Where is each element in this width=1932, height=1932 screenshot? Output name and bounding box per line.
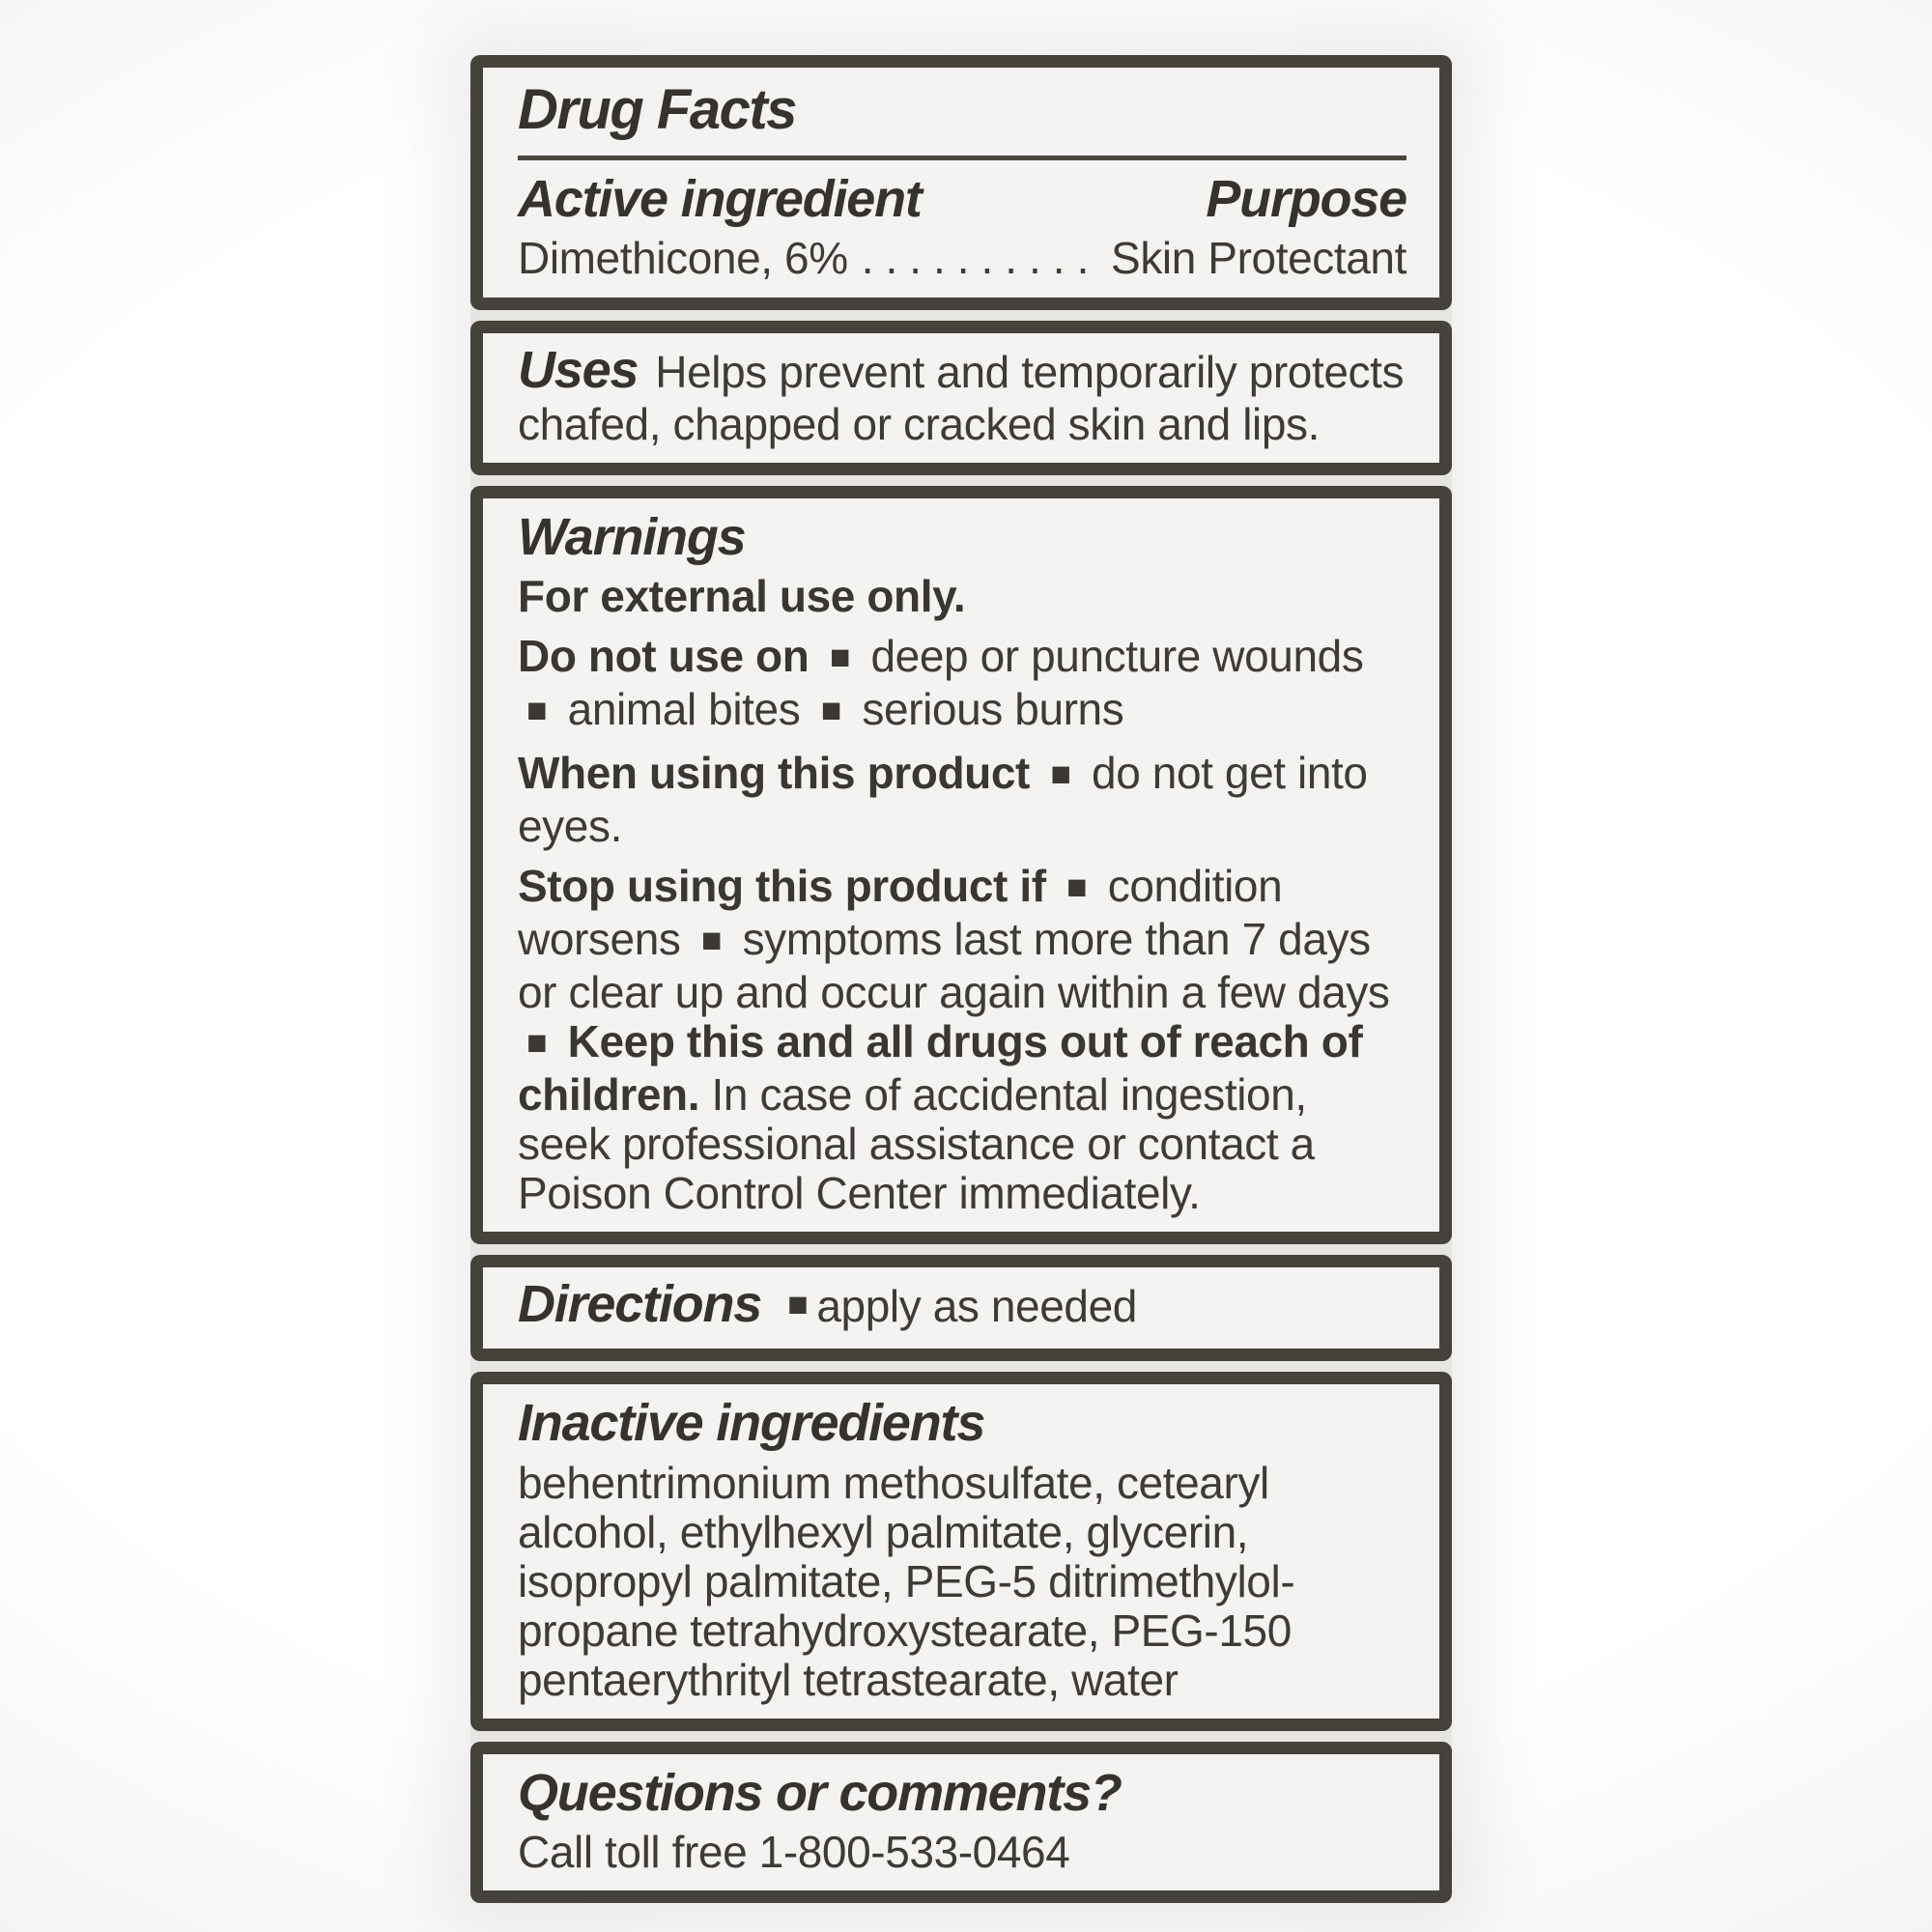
when-using-item: do not get into eyes. [518, 748, 1368, 852]
do-not-use-item: deep or puncture wounds [870, 631, 1364, 682]
uses-text: Helps prevent and temporarily protects chafed, chapped or cracked skin and lips. [518, 347, 1405, 449]
square-bullet-icon: ■ [526, 691, 548, 730]
do-not-use-item: animal bites [567, 684, 801, 735]
directions-heading: Directions [518, 1275, 762, 1334]
directions-item: apply as needed [816, 1281, 1137, 1332]
directions-row [518, 1275, 1406, 1335]
stop-using-paragraph [518, 862, 1406, 1218]
leader-dots: . . . . . . . . . . [861, 233, 1089, 284]
questions-heading: Questions or comments? [518, 1763, 1122, 1822]
warnings-heading: Warnings [518, 507, 746, 566]
stop-using-item: condition worsens [518, 861, 1283, 965]
active-ingredient-heading: Active ingredient [518, 169, 922, 228]
keep-away-warning: Keep this and all drugs out of reach of children. [518, 1016, 1363, 1121]
square-bullet-icon: ■ [1050, 754, 1071, 794]
header-panel [470, 55, 1452, 310]
warnings-panel [470, 486, 1452, 1244]
ingredient-purpose-header-row [518, 170, 1406, 228]
inactive-ingredients-text: behentrimonium methosulfate, cetearyl alcohol, ethylhexyl palmitate, glycerin, isopropyl palmitate, PEG-5 ditrimethylol-propane tetrahydroxystearate, PEG-150 pentaerythrityl tetrastearate, water [518, 1457, 1295, 1705]
square-bullet-icon: ■ [820, 691, 841, 730]
uses-paragraph [518, 341, 1406, 448]
directions-panel [470, 1255, 1452, 1361]
ingestion-text: In case of accidental ingestion, seek professional assistance or contact a Poison Control Center immediately. [518, 1069, 1315, 1219]
uses-panel [470, 321, 1452, 474]
inactive-ingredients-panel [470, 1372, 1452, 1730]
drug-facts-title: Drug Facts [518, 78, 796, 141]
uses-heading: Uses [518, 341, 639, 400]
purpose-value: Skin Protectant [1111, 233, 1406, 284]
square-bullet-icon: ■ [829, 638, 851, 677]
when-using-paragraph [518, 749, 1406, 851]
active-ingredient-row [518, 232, 1406, 284]
square-bullet-icon: ■ [787, 1285, 809, 1324]
title-divider [518, 156, 1406, 160]
square-bullet-icon: ■ [1066, 867, 1088, 907]
when-using-label: When using this product [518, 748, 1030, 799]
ingredient-name: Dimethicone, 6% [518, 233, 848, 284]
external-use-bold: For external use only. [518, 571, 966, 622]
do-not-use-item: serious burns [862, 684, 1124, 735]
stop-using-item: symptoms last more than 7 days or clear up and occur again within a few days [518, 914, 1390, 1018]
square-bullet-icon: ■ [700, 921, 723, 960]
do-not-use-paragraph [518, 632, 1406, 738]
square-bullet-icon: ■ [526, 1023, 548, 1063]
questions-phone: Call toll free 1-800-533-0464 [518, 1827, 1070, 1878]
external-use-text [518, 572, 1406, 621]
stop-using-label: Stop using this product if [518, 861, 1046, 912]
purpose-heading: Purpose [1206, 169, 1406, 228]
questions-panel [470, 1742, 1452, 1903]
do-not-use-label: Do not use on [518, 631, 810, 682]
drug-facts-label [470, 55, 1452, 1903]
inactive-ingredients-heading: Inactive ingredients [518, 1394, 985, 1453]
